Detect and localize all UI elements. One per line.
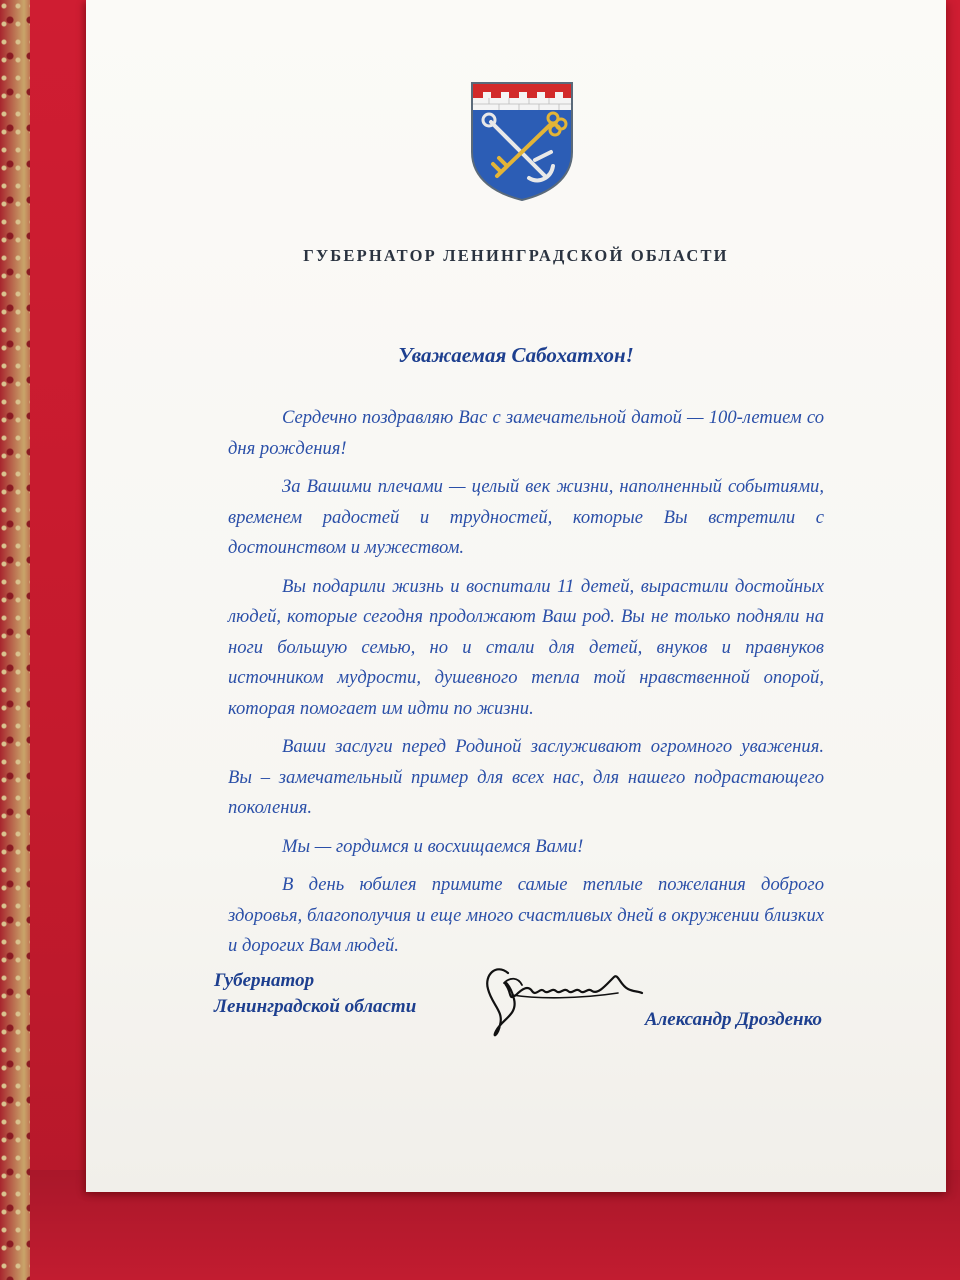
paragraph: Сердечно поздравляю Вас с замечательной датой — 100-летием со дня рождения! xyxy=(228,407,824,459)
coat-of-arms-icon xyxy=(469,80,575,202)
salutation: Уважаемая Сабохатхон! xyxy=(398,343,634,367)
paragraph: В день юбилея примите самые теплые пожелания доброго здоровья, благополучия и еще много счастливых дней в окружении близких и дорогих Вам людей. xyxy=(228,874,824,956)
signatory-title-line: Губернатор xyxy=(214,970,315,991)
paragraph: За Вашими плечами — целый век жизни, наполненный событиями, временем радостей и трудностей, которые Вы встретили с достоинством и мужеством. xyxy=(228,476,824,558)
paragraph: Ваши заслуги перед Родиной заслуживают огромного уважения. Вы – замечательный пример для всех нас, для нашего подрастающего поколения. xyxy=(228,736,824,818)
signer-name: Александр Дрозденко xyxy=(644,1009,822,1030)
paragraph: Мы — гордимся и восхищаемся Вами! xyxy=(282,835,584,857)
signatory-title xyxy=(214,968,494,1020)
letter-body xyxy=(228,403,824,970)
paragraph: Вы подарили жизнь и воспитали 11 детей, вырастили достойных людей, которые сегодня продолжают Ваш род. Вы не только подняли на ноги большую семью, но и стали для детей, внуков и правнуков источником мудрости, душевного тепла той нравственной опорой, которая помогает им идти по жизни. xyxy=(228,575,824,719)
organization-title: ГУБЕРНАТОР ЛЕНИНГРАДСКОЙ ОБЛАСТИ xyxy=(303,246,729,265)
signatory-title-line: Ленинградской области xyxy=(214,996,417,1017)
handwritten-signature xyxy=(478,955,648,1045)
